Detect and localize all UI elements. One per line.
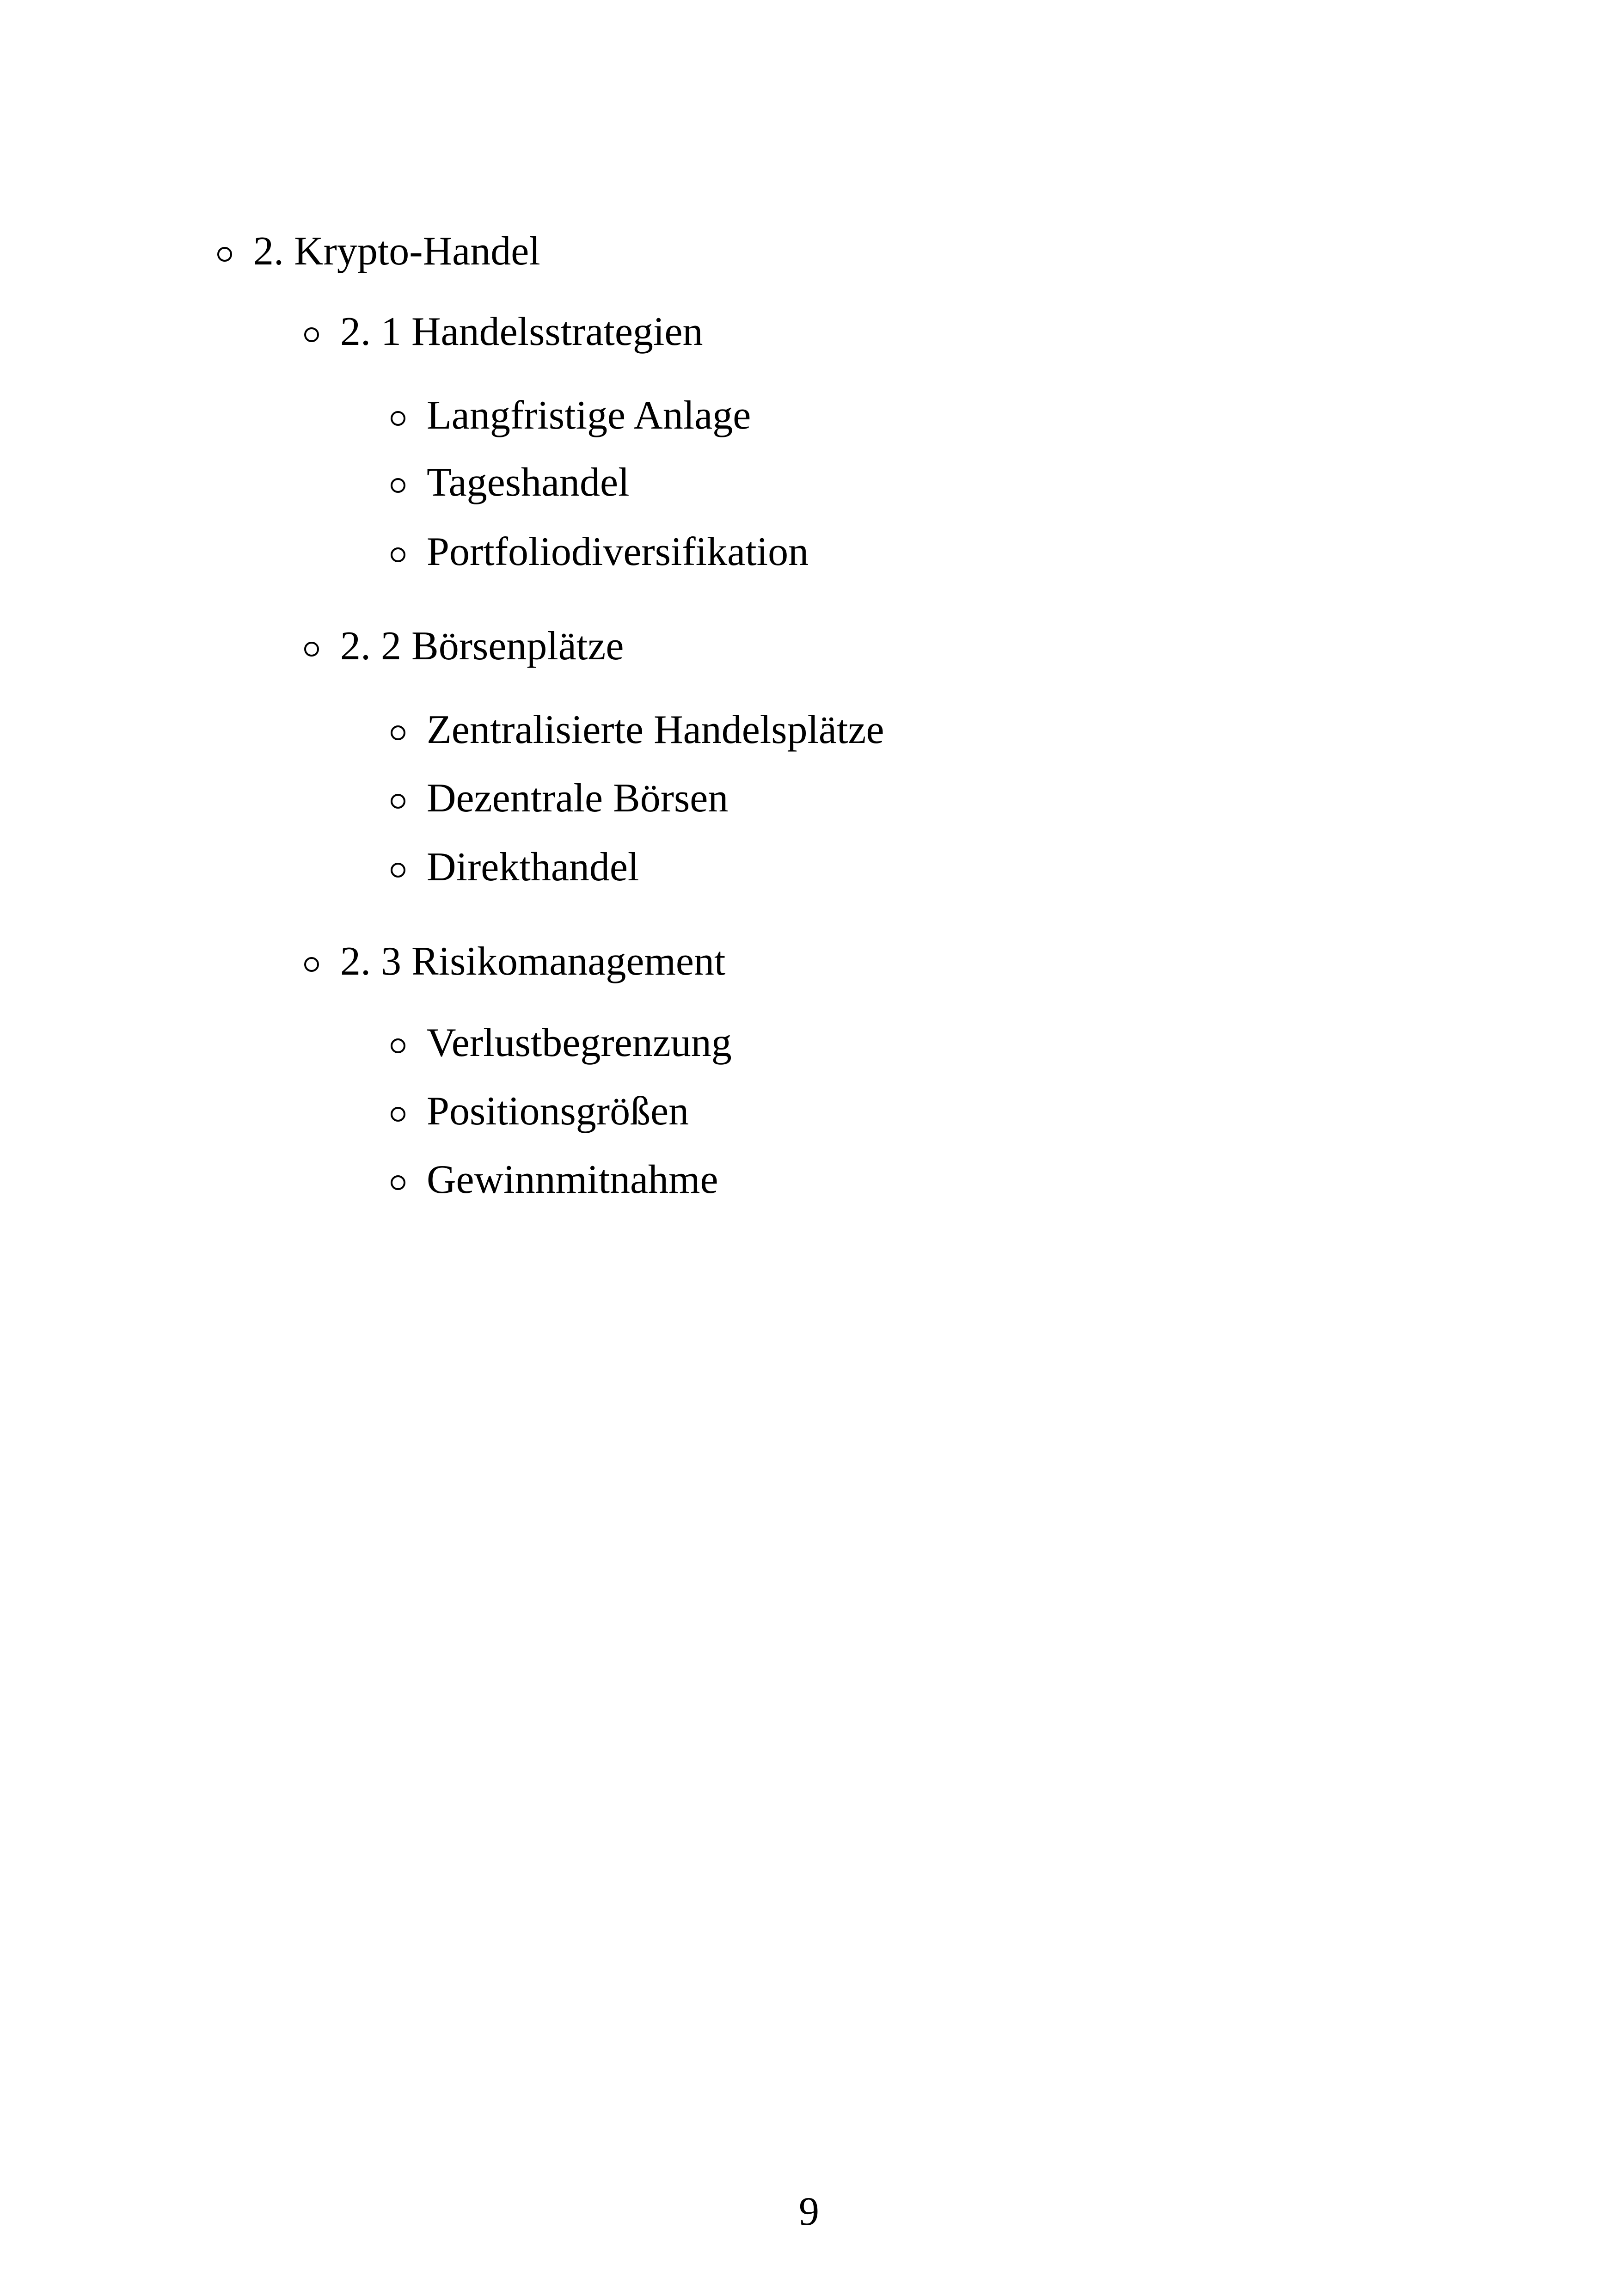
outline-heading-text: 2. Krypto-Handel [253,229,540,274]
list-item-text: Langfristige Anlage [427,393,751,438]
list-item [391,1020,732,1065]
outline-heading [217,231,540,272]
list-item-text: Portfoliodiversifikation [427,529,809,574]
list-item-text: Direkthandel [427,845,639,890]
circle-bullet-icon [391,1175,405,1190]
list-item-text: Tageshandel [427,460,630,505]
list-item [391,529,809,574]
list-item [391,462,630,503]
list-item-text: Zentralisierte Handelsplätze [427,707,884,752]
circle-bullet-icon [391,794,405,809]
section-title-text: 2. 2 Börsenplätze [340,624,624,669]
list-item [391,1157,718,1202]
circle-bullet-icon [391,547,405,562]
list-item-text: Dezentrale Börsen [427,776,729,821]
page-number: 9 [799,2189,819,2234]
list-item [391,1091,689,1132]
circle-bullet-icon [391,863,405,878]
section-title [304,941,725,982]
circle-bullet-icon [304,957,319,972]
list-item [391,707,884,752]
circle-bullet-icon [391,1038,405,1053]
section-title-text: 2. 3 Risikomanagement [340,939,726,984]
circle-bullet-icon [391,411,405,426]
circle-bullet-icon [217,247,232,262]
list-item [391,847,639,888]
circle-bullet-icon [304,642,319,657]
section-title-text: 2. 1 Handelsstrategien [340,309,703,354]
circle-bullet-icon [304,327,319,342]
list-item [391,778,728,819]
circle-bullet-icon [391,725,405,740]
section-title [304,309,703,354]
list-item-text: Positionsgrößen [427,1089,689,1134]
list-item-text: Gewinnmitnahme [427,1157,718,1202]
circle-bullet-icon [391,1107,405,1122]
list-item [391,395,751,436]
circle-bullet-icon [391,478,405,493]
section-title [304,626,624,667]
list-item-text: Verlustbegrenzung [427,1020,732,1065]
